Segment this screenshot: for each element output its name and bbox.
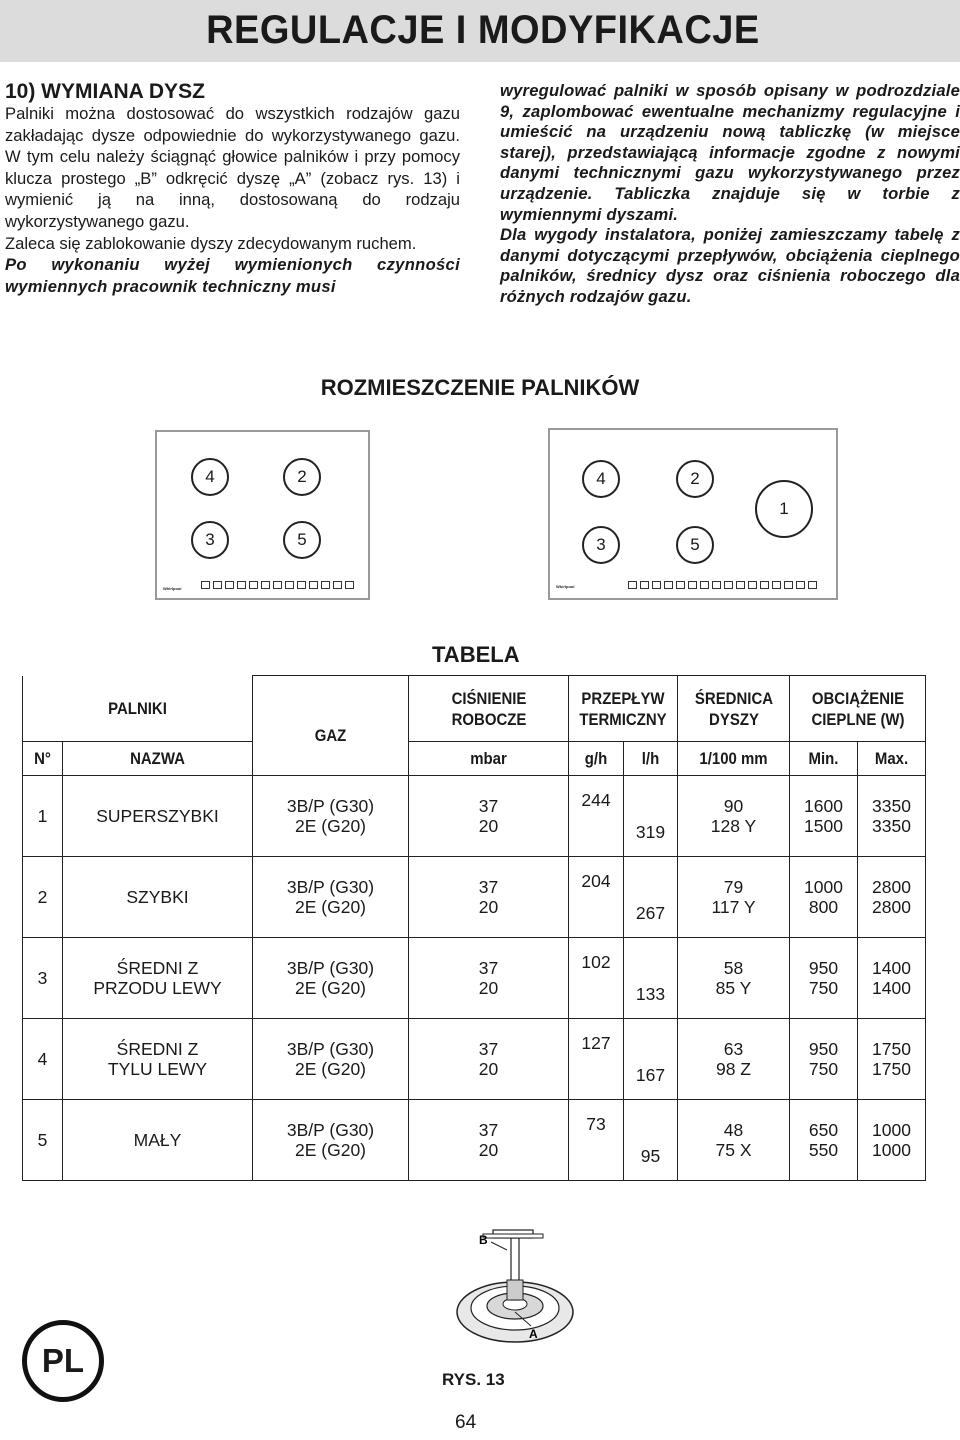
load-min: 950 750 bbox=[790, 938, 858, 1019]
load-min: 1000 800 bbox=[790, 857, 858, 938]
load-max: 1400 1400 bbox=[858, 938, 926, 1019]
table-row bbox=[23, 1100, 926, 1181]
header-mbar: mbar bbox=[409, 742, 569, 776]
nozzle-wrench-figure bbox=[445, 1220, 585, 1355]
header-srednica: ŚREDNICA DYSZY bbox=[678, 676, 790, 742]
hob-diagram-right bbox=[548, 428, 838, 600]
burner-3: 3 bbox=[582, 526, 620, 564]
row-number: 1 bbox=[23, 776, 63, 857]
row-number: 4 bbox=[23, 1019, 63, 1100]
burner-name: ŚREDNI Z PRZODU LEWY bbox=[63, 938, 253, 1019]
burner-2: 2 bbox=[283, 458, 321, 496]
flow-lh: 133 bbox=[624, 938, 678, 1019]
section-title: 10) WYMIANA DYSZ bbox=[5, 80, 205, 103]
language-badge: PL bbox=[22, 1320, 104, 1402]
flow-lh: 319 bbox=[624, 776, 678, 857]
table-row bbox=[23, 938, 926, 1019]
hob-brand-left: Whirlpool bbox=[163, 586, 182, 591]
load-min: 1600 1500 bbox=[790, 776, 858, 857]
flow-gh: 73 bbox=[569, 1100, 624, 1181]
burner-4: 4 bbox=[582, 460, 620, 498]
figure-label-a: A bbox=[529, 1327, 538, 1341]
nozzle-diameter: 79 117 Y bbox=[678, 857, 790, 938]
nozzle-diameter: 90 128 Y bbox=[678, 776, 790, 857]
left-column bbox=[5, 103, 460, 297]
pressure: 37 20 bbox=[409, 857, 569, 938]
load-min: 950 750 bbox=[790, 1019, 858, 1100]
row-number: 3 bbox=[23, 938, 63, 1019]
flow-gh: 204 bbox=[569, 857, 624, 938]
burner-name: SZYBKI bbox=[63, 857, 253, 938]
flow-lh: 95 bbox=[624, 1100, 678, 1181]
flow-gh: 127 bbox=[569, 1019, 624, 1100]
burner-name: MAŁY bbox=[63, 1100, 253, 1181]
header-przeplyw: PRZEPŁYW TERMICZNY bbox=[569, 676, 678, 742]
pressure: 37 20 bbox=[409, 938, 569, 1019]
pressure: 37 20 bbox=[409, 776, 569, 857]
burner-spec-table bbox=[22, 675, 926, 1181]
header-max: Max. bbox=[858, 742, 926, 776]
pressure: 37 20 bbox=[409, 1019, 569, 1100]
page-title: REGULACJE I MODYFIKACJE bbox=[206, 8, 760, 52]
left-paragraph-2: Zaleca się zablokowanie dyszy zdecydowanym ruchem. bbox=[5, 233, 417, 253]
burner-5: 5 bbox=[676, 526, 714, 564]
right-column bbox=[500, 81, 960, 308]
header-no: N° bbox=[23, 742, 63, 776]
left-paragraph-3: Po wykonaniu wyżej wymienionych czynności wymiennych pracownik techniczny musi bbox=[5, 255, 460, 296]
header-cisnienie: CIŚNIENIE ROBOCZE bbox=[409, 676, 569, 742]
control-knobs-left bbox=[201, 581, 354, 589]
flow-gh: 102 bbox=[569, 938, 624, 1019]
burner-layout-title: ROZMIESZCZENIE PALNIKÓW bbox=[320, 375, 640, 400]
gas-type: 3B/P (G30) 2E (G20) bbox=[253, 1100, 409, 1181]
gas-type: 3B/P (G30) 2E (G20) bbox=[253, 857, 409, 938]
burner-1: 1 bbox=[755, 480, 813, 538]
nozzle-wrench-illustration bbox=[445, 1220, 585, 1350]
header-nazwa: NAZWA bbox=[63, 742, 253, 776]
figure-label-b: B bbox=[479, 1233, 488, 1247]
header-gaz: GAZ bbox=[253, 676, 409, 776]
load-max: 1750 1750 bbox=[858, 1019, 926, 1100]
nozzle-diameter: 48 75 X bbox=[678, 1100, 790, 1181]
table-row bbox=[23, 1019, 926, 1100]
table-title: TABELA bbox=[432, 642, 520, 667]
table-row bbox=[23, 857, 926, 938]
table-row bbox=[23, 776, 926, 857]
load-max: 3350 3350 bbox=[858, 776, 926, 857]
gas-type: 3B/P (G30) 2E (G20) bbox=[253, 1019, 409, 1100]
pressure: 37 20 bbox=[409, 1100, 569, 1181]
burner-4: 4 bbox=[191, 458, 229, 496]
right-paragraph-1: wyregulować palniki w sposób opisany w podrozdziale 9, zaplombować ewentualne mechanizmy regulacyjne i umieścić na urządzeniu nową tabliczkę (w miejsce starej), przedstawiającą informacje zgodne z nowymi danymi technicznymi gazu wykorzystywanego przez urządzenie. Tabliczka znajduje się w torbie z wymiennymi dyszami. bbox=[500, 81, 960, 224]
header-mm: 1/100 mm bbox=[678, 742, 790, 776]
gas-type: 3B/P (G30) 2E (G20) bbox=[253, 776, 409, 857]
flow-gh: 244 bbox=[569, 776, 624, 857]
load-min: 650 550 bbox=[790, 1100, 858, 1181]
header-obciazenie: OBCIĄŻENIE CIEPLNE (W) bbox=[790, 676, 926, 742]
header-min: Min. bbox=[790, 742, 858, 776]
load-max: 2800 2800 bbox=[858, 857, 926, 938]
flow-lh: 167 bbox=[624, 1019, 678, 1100]
page-number: 64 bbox=[455, 1412, 477, 1433]
row-number: 2 bbox=[23, 857, 63, 938]
header-palniki: PALNIKI bbox=[23, 676, 253, 742]
burner-name: SUPERSZYBKI bbox=[63, 776, 253, 857]
header-gh: g/h bbox=[569, 742, 624, 776]
right-paragraph-2: Dla wygody instalatora, poniżej zamieszczamy tabelę z danymi dotyczącymi przepływów, obciążenia cieplnego palników, średnicy dysz oraz ciśnienia roboczego dla różnych rodzajów gazu. bbox=[500, 225, 960, 306]
control-knobs-right bbox=[628, 581, 817, 589]
gas-type: 3B/P (G30) 2E (G20) bbox=[253, 938, 409, 1019]
row-number: 5 bbox=[23, 1100, 63, 1181]
nozzle-diameter: 63 98 Z bbox=[678, 1019, 790, 1100]
load-max: 1000 1000 bbox=[858, 1100, 926, 1181]
figure-caption: RYS. 13 bbox=[442, 1370, 505, 1389]
header-lh: l/h bbox=[624, 742, 678, 776]
nozzle-diameter: 58 85 Y bbox=[678, 938, 790, 1019]
burner-3: 3 bbox=[191, 521, 229, 559]
burner-5: 5 bbox=[283, 521, 321, 559]
hob-brand-right: Whirlpool bbox=[556, 584, 575, 589]
flow-lh: 267 bbox=[624, 857, 678, 938]
left-paragraph-1: Palniki można dostosować do wszystkich rodzajów gazu zakładając dysze odpowiednie do wykorzystywanego gazu. W tym celu należy ściągnąć głowice palników i przy pomocy klucza prostego „B” odkręcić dyszę „A” (zobacz rys. 13) i wymienić ją na inną, dostosowaną do rodzaju wykorzystywanego gazu. bbox=[5, 104, 460, 231]
hob-diagram-left bbox=[155, 430, 370, 600]
burner-2: 2 bbox=[676, 460, 714, 498]
burner-name: ŚREDNI Z TYLU LEWY bbox=[63, 1019, 253, 1100]
